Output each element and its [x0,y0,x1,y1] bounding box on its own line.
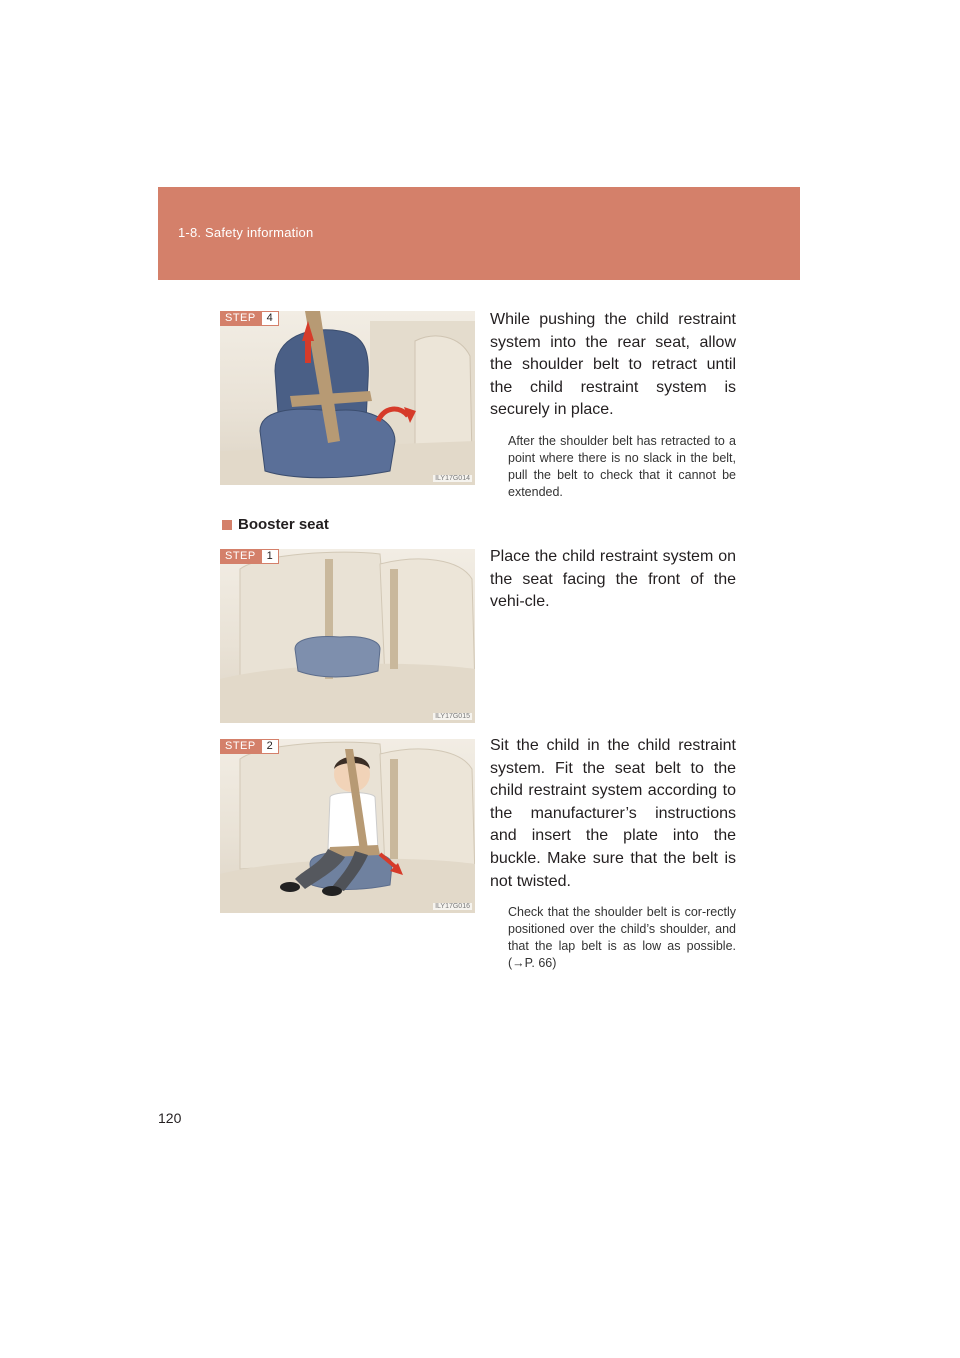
section-heading-text: Booster seat [238,516,329,533]
square-bullet-icon [222,520,232,530]
step-number: 2 [261,739,279,754]
child-seat-illustration [220,311,475,485]
step-2-note: Check that the shoulder belt is cor-rectly positioned over the child’s shoulder, and that the lap belt is as low as possible. (→P. 66) [508,905,736,970]
step-number: 1 [261,549,279,564]
step-label: STEP [220,311,261,326]
step-badge [220,549,279,564]
child-in-booster-illustration [220,739,475,913]
section-title: 1-8. Safety information [178,225,314,240]
page-number: 120 [158,1110,182,1126]
step-2-text: Sit the child in the child restraint system. Fit the seat belt to the child restraint system according to the manufacturer’s instructions and insert the plate into the buckle. Make sure that the belt is not twisted. [490,737,736,890]
step-number: 4 [261,311,279,326]
step-4-note: After the shoulder belt has retracted to a point where there is no slack in the belt, pull the belt to check that it cannot be extended. [508,434,736,499]
section-heading [222,516,329,533]
figure-code: ILY17G014 [435,475,470,482]
header-band [158,187,800,280]
figure-step-4 [220,311,475,485]
step-badge [220,739,279,754]
figure-code: ILY17G016 [435,903,470,910]
figure-step-2 [220,739,475,913]
figure-code: ILY17G015 [435,713,470,720]
booster-seat-illustration [220,549,475,723]
step-label: STEP [220,739,261,754]
step-label: STEP [220,549,261,564]
step-4-text: While pushing the child restraint system into the rear seat, allow the shoulder belt to retract until the child restraint system is securely in place. [490,311,736,419]
step-badge [220,311,279,326]
step-1-text: Place the child restraint system on the seat facing the front of the vehi-cle. [490,548,736,611]
figure-step-1 [220,549,475,723]
